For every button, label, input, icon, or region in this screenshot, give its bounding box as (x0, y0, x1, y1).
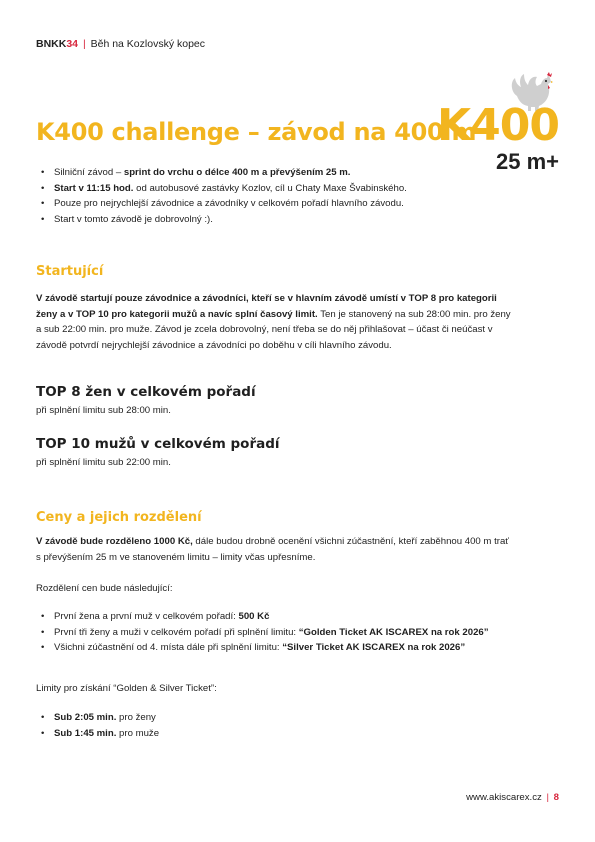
list-item: • Sub 2:05 min. pro ženy (36, 710, 336, 726)
distribution-label: Rozdělení cen bude následující: (36, 583, 173, 594)
intro-list (36, 165, 466, 227)
list-item: • Sub 1:45 min. pro muže (36, 726, 336, 742)
list-item: • Pouze pro nejrychlejší závodnice a závodníky v celkovém pořadí hlavního závodu. (36, 196, 466, 212)
header-title: Běh na Kozlovský kopec (90, 38, 206, 50)
list-item: • První tři ženy a muži v celkovém pořadí při splnění limitu: “Golden Ticket AK ISCAREX na rok 2026” (36, 625, 536, 641)
list-item: • První žena a první muž v celkovém pořadí: 500 Kč (36, 609, 536, 625)
startujici-paragraph (36, 291, 516, 353)
list-item: • Všichni zúčastnění od 4. místa dále při splnění limitu: “Silver Ticket AK ISCAREX na rok 2026” (36, 640, 536, 656)
top-men-limit: při splnění limitu sub 22:00 min. (36, 457, 171, 468)
page-title: K400 challenge – závod na 400 m (36, 118, 477, 146)
section-heading-ceny: Ceny a jejich rozdělení (36, 510, 202, 525)
list-item: • Silniční závod – sprint do vrchu o délce 400 m a převýšením 25 m. (36, 165, 466, 181)
top-women-limit: při splnění limitu sub 28:00 min. (36, 405, 171, 416)
page-footer (466, 792, 559, 803)
page-header (36, 38, 205, 50)
ceny-paragraph (36, 534, 516, 565)
list-item: • Start v tomto závodě je dobrovolný :). (36, 212, 466, 228)
startujici-bold: V závodě startují pouze závodnice a závodníci, kteří se v hlavním závodě umístí v TOP 8 pro kategorii ženy a v TOP 10 pro kategorii mužů a navíc splní časový limit. (36, 293, 497, 320)
section-heading-startujici: Startující (36, 264, 104, 279)
k400-label: K400 (437, 100, 559, 151)
limits-list (36, 710, 336, 741)
list-item: • Start v 11:15 hod. od autobusové zastávky Kozlov, cíl u Chaty Maxe Švabinského. (36, 181, 466, 197)
limits-label: Limity pro získání “Golden & Silver Ticket”: (36, 683, 217, 694)
footer-separator: | (546, 792, 549, 803)
elevation-label: 25 m+ (496, 149, 559, 174)
top-women-heading: TOP 8 žen v celkovém pořadí (36, 384, 256, 400)
startujici-text: Ten je stanovený na sub 28:00 min. pro ženy a sub 22:00 min. pro muže. Závod je zcela dobrovolný, není třeba se do něj přihlašovat – účast či neúčast v závodě potvrdí nejrychlejší závodnice a závodníci po doběhu v cíli hlavního závodu. (36, 308, 511, 351)
footer-url: www.akiscarex.cz (466, 792, 542, 803)
ceny-bold: V závodě bude rozděleno 1000 Kč, (36, 536, 193, 547)
ceny-text: dále budou drobně ocenění všichni zúčastnění, kteří zaběhnou 400 m trať s převýšením 25 m ve stanoveném limitu – limity včas upřesníme. (36, 536, 509, 563)
header-separator: | (82, 38, 86, 50)
page-number: 8 (553, 792, 559, 803)
top-men-heading: TOP 10 mužů v celkovém pořadí (36, 436, 280, 452)
brand-logo-text: BNKK34 (36, 38, 79, 50)
prize-list (36, 609, 536, 656)
